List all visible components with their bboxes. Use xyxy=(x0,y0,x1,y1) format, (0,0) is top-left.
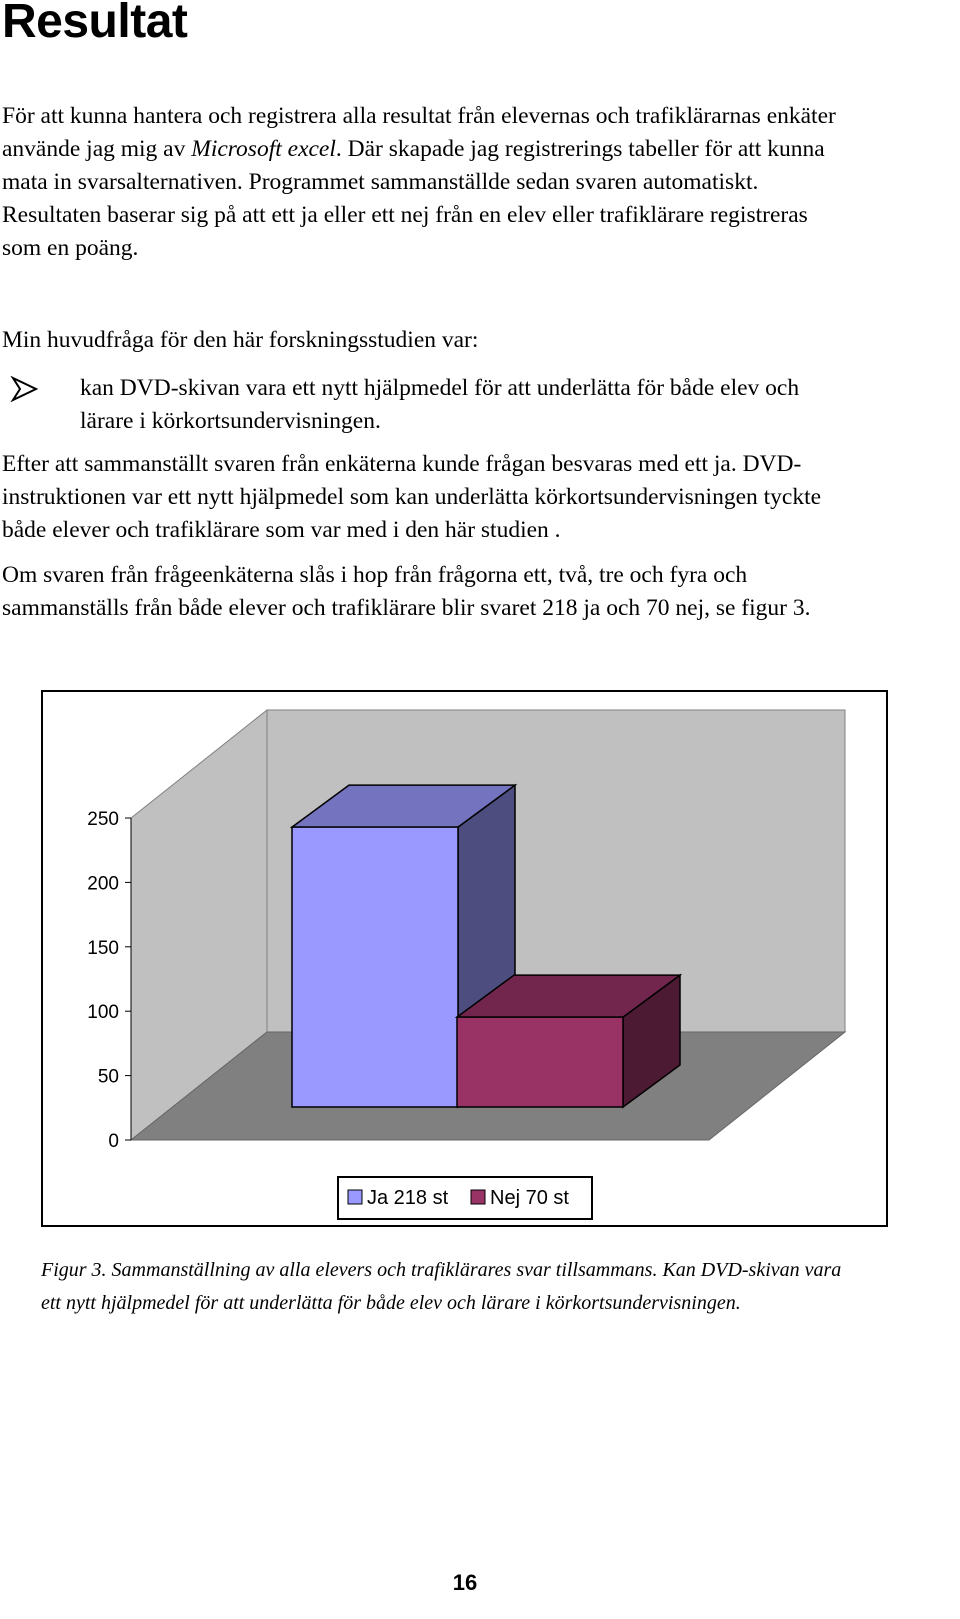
intro-line-2: använde jag mig av Microsoft excel. Där skapade jag registrerings tabeller för att kunna xyxy=(2,136,825,162)
bar-front xyxy=(292,827,458,1107)
caption-line-1: Figur 3. Sammanställning av alla elevers och trafiklärares svar tillsammans. Kan DVD-skivan vara xyxy=(41,1259,842,1281)
y-tick-label: 200 xyxy=(87,873,119,895)
arrow-bullet-icon xyxy=(10,376,40,402)
intro-line-1: För att kunna hantera och registrera alla resultat från elevernas och trafiklärarnas enkäter xyxy=(2,103,836,129)
caption-line-2: ett nytt hjälpmedel för att underlätta för både elev och lärare i körkortsundervisningen. xyxy=(41,1292,741,1314)
bullet-line-2: lärare i körkortsundervisningen. xyxy=(80,408,381,434)
y-tick-label: 0 xyxy=(108,1131,119,1152)
intro-line-3: mata in svarsalternativen. Programmet sammanställde sedan svaren automatiskt. xyxy=(2,169,759,195)
answer-line-3: både elever och trafiklärare som var med i den här studien . xyxy=(2,517,561,543)
legend-swatch xyxy=(348,1190,362,1204)
bullet-text xyxy=(80,372,799,438)
y-tick-label: 100 xyxy=(87,1002,119,1024)
software-name: Microsoft excel xyxy=(191,136,336,162)
intro-paragraph xyxy=(2,100,836,265)
bar-chart xyxy=(41,690,888,1227)
answer-line-1: Efter att sammanställt svaren från enkäterna kunde frågan besvaras med ett ja. DVD- xyxy=(2,451,802,477)
intro-line-5: som en poäng. xyxy=(2,235,139,261)
answer-line-2: instruktionen var ett nytt hjälpmedel som kan underlätta körkortsundervisningen tyckte xyxy=(2,484,822,510)
page-number: 16 xyxy=(452,1570,478,1595)
y-tick-label: 150 xyxy=(87,937,119,959)
summary-paragraph xyxy=(2,559,810,625)
bar-front xyxy=(457,1017,623,1107)
page-title: Resultat xyxy=(2,0,188,48)
y-tick-label: 50 xyxy=(97,1066,119,1088)
summary-line-1: Om svaren från frågeenkäterna slås i hop från frågorna ett, två, tre och fyra och xyxy=(2,562,748,588)
bullet-line-1: kan DVD-skivan vara ett nytt hjälpmedel för att underlätta för både elev och xyxy=(80,375,800,401)
figure-3-chart xyxy=(41,690,888,1227)
figure-caption xyxy=(41,1254,841,1320)
legend-label: Ja 218 st xyxy=(367,1187,449,1209)
summary-line-2: sammanställs från både elever och trafiklärare blir svaret 218 ja och 70 nej, se figur 3. xyxy=(2,595,811,621)
legend-swatch xyxy=(471,1190,485,1204)
bar-nej xyxy=(457,975,680,1107)
y-tick-label: 250 xyxy=(87,809,119,830)
question-intro: Min huvudfråga för den här forskningsstudien var: xyxy=(2,327,479,353)
legend-label: Nej 70 st xyxy=(490,1187,569,1209)
intro-line-4: Resultaten baserar sig på att ett ja eller ett nej från en elev eller trafiklärare registreras xyxy=(2,202,808,228)
answer-paragraph xyxy=(2,448,821,547)
